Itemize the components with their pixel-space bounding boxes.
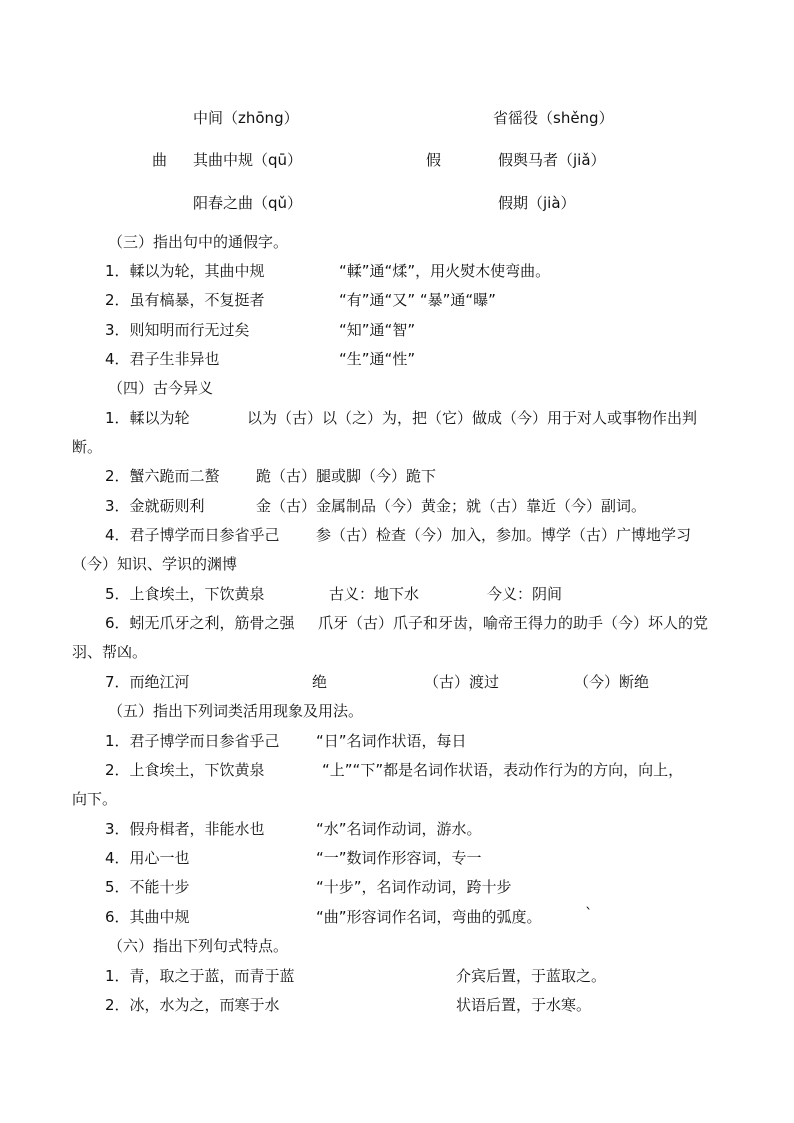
s4-l6-q: 6．蚓无爪牙之利，筋骨之强: [105, 614, 295, 632]
section-6-heading: （六）指出下列句式特点。: [108, 937, 289, 955]
s5-l6-a: “曲”形容词作名词，弯曲的弧度。: [316, 908, 542, 926]
s4-l5-q: 5．上食埃土，下饮黄泉: [105, 585, 265, 603]
s3-q4: 4．君子生非异也: [105, 350, 220, 368]
s4-l2-a: 跪（古）腿或脚（今）跪下: [256, 467, 437, 485]
s4-l1-cont: 断。: [72, 438, 103, 456]
pron-jia4: 假期（jià）: [498, 194, 576, 212]
s4-l4-cont: （今）知识、学识的渊博: [72, 555, 238, 573]
s4-l6-cont: 羽、帮凶。: [72, 643, 148, 661]
s4-l5-modern: 今义：阴间: [487, 585, 563, 603]
s4-l3-a: 金（古）金属制品（今）黄金；就（古）靠近（今）副词。: [256, 497, 647, 515]
s4-l7-q: 7．而绝江河: [105, 673, 190, 691]
s5-l3-q: 3．假舟楫者，非能水也: [105, 820, 265, 838]
s3-a3: “知”通“智”: [339, 321, 416, 339]
pron-char-qu: 曲: [152, 151, 168, 169]
stray-mark: `: [585, 905, 593, 923]
s4-l7-word: 绝: [312, 673, 328, 691]
s5-l5-a: “十步”，名词作动词，跨十步: [316, 878, 512, 896]
s5-l4-a: “一”数词作形容词，专一: [316, 849, 482, 867]
s4-l6-a: 爪牙（古）爪子和牙齿，喻帝王得力的助手（今）坏人的党: [318, 614, 709, 632]
s3-q2: 2．虽有槁暴，不复挺者: [105, 291, 265, 309]
s5-l3-a: “水”名词作动词，游水。: [316, 820, 482, 838]
s5-l2-q: 2．上食埃土，下饮黄泉: [105, 761, 265, 779]
s4-l1-q: 1．輮以为轮: [105, 409, 190, 427]
s6-l2-q: 2．冰，水为之，而寒于水: [105, 996, 280, 1014]
s5-l1-q: 1．君子博学而日参省乎己: [105, 732, 280, 750]
pron-zhong: 中间（zhōng）: [193, 109, 299, 127]
s5-l4-q: 4．用心一也: [105, 849, 190, 867]
s5-l1-a: “日”名词作状语，每日: [316, 732, 467, 750]
s6-l1-a: 介宾后置，于蓝取之。: [456, 967, 607, 985]
s4-l5-ancient: 古义：地下水: [329, 585, 420, 603]
s4-l2-q: 2．蟹六跪而二螯: [105, 467, 220, 485]
s3-a4: “生”通“性”: [339, 350, 416, 368]
section-5-heading: （五）指出下列词类活用现象及用法。: [108, 702, 364, 720]
section-4-heading: （四）古今异义: [108, 379, 214, 397]
pron-qu1: 其曲中规（qū）: [193, 151, 303, 169]
s3-q3: 3．则知明而行无过矣: [105, 321, 250, 339]
s4-l1-a: 以为（古）以（之）为，把（它）做成（今）用于对人或事物作出判: [247, 409, 698, 427]
s4-l7-ancient: （古）渡过: [424, 673, 500, 691]
pron-qu3: 阳春之曲（qǔ）: [193, 194, 303, 212]
s4-l7-modern: （今）断绝: [574, 673, 650, 691]
s5-l6-q: 6．其曲中规: [105, 908, 190, 926]
pron-char-jia: 假: [426, 151, 442, 169]
pron-jia3: 假舆马者（jiǎ）: [498, 151, 606, 169]
s6-l2-a: 状语后置，于水寒。: [456, 996, 592, 1014]
s5-l5-q: 5．不能十步: [105, 878, 190, 896]
s4-l3-q: 3．金就砺则利: [105, 497, 205, 515]
pron-sheng: 省徭役（shěng）: [493, 109, 614, 127]
s4-l4-q: 4．君子博学而日参省乎己: [105, 526, 280, 544]
section-3-heading: （三）指出句中的通假字。: [108, 233, 289, 251]
s4-l4-a: 参（古）检查（今）加入，参加。博学（古）广博地学习: [316, 526, 692, 544]
s5-l2-cont: 向下。: [72, 790, 118, 808]
s3-q1: 1．輮以为轮，其曲中规: [105, 262, 265, 280]
s6-l1-q: 1．青，取之于蓝，而青于蓝: [105, 967, 295, 985]
s5-l2-a: “上”“下”都是名词作状语，表动作行为的方向，向上，: [322, 761, 684, 779]
s3-a1: “輮”通“煣”，用火熨木使弯曲。: [339, 262, 551, 280]
s3-a2: “有”通“又” “暴”通“曝”: [339, 291, 496, 309]
